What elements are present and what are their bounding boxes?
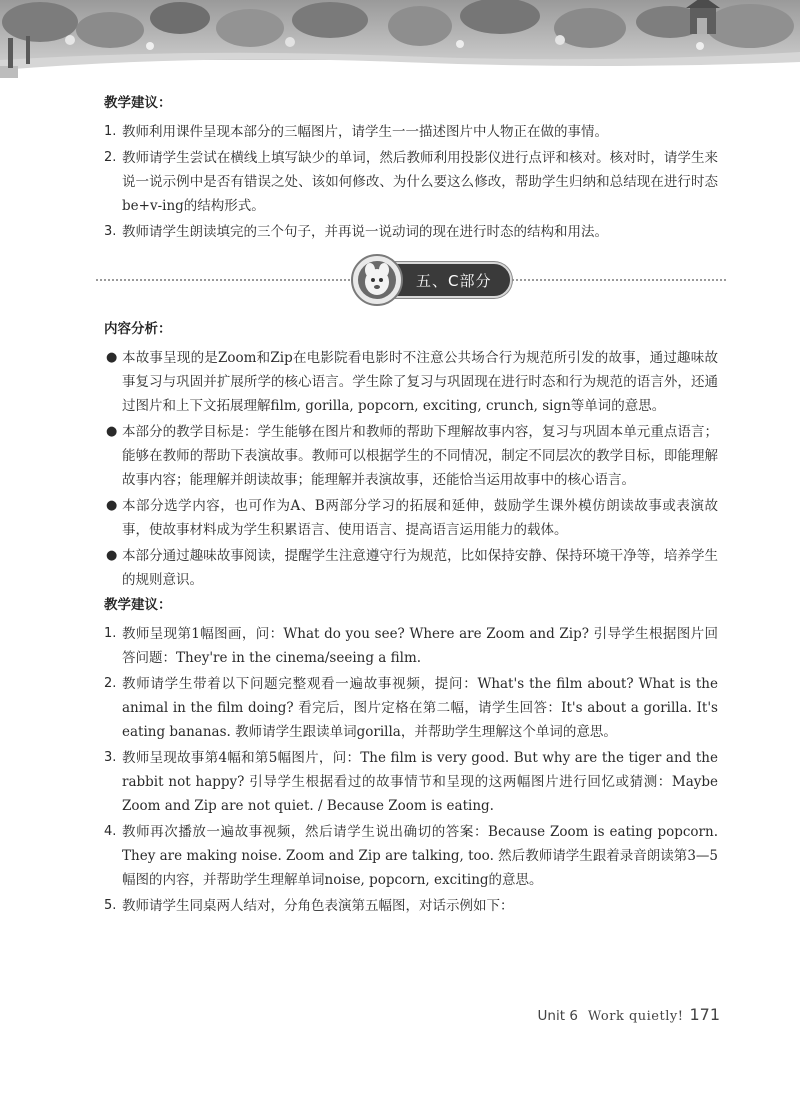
section-divider bbox=[96, 252, 726, 308]
item-number: 4. bbox=[104, 824, 117, 839]
list-item bbox=[104, 544, 718, 592]
teaching-suggestions-heading-1: 教学建议： bbox=[104, 95, 172, 111]
item-text: 教师请学生朗读填完的三个句子，并再说一说动词的现在进行时态的结构和用法。 bbox=[122, 224, 608, 240]
item-number: 2. bbox=[104, 676, 117, 691]
bullet-icon: ● bbox=[106, 498, 118, 513]
list-item bbox=[104, 746, 718, 818]
item-text: 教师请学生带着以下问题完整观看一遍故事视频，提问：What's the film about? What is the animal in the film doing? 看完后，图片定格在第二幅，请学生回答：It's about a gorilla. It's eating bananas. 教师请学生跟读单词gorilla，并帮助学生理解这个单词的意思。 bbox=[122, 676, 718, 740]
item-text: 本部分的教学目标是：学生能够在图片和教师的帮助下理解故事内容，复习与巩固本单元重点语言；能够在教师的帮助下表演故事。教师可以根据学生的不同情况，制定不同层次的教学目标，即能理解故事内容；能理解并朗读故事；能理解并表演故事，还能恰当运用故事中的核心语言。 bbox=[122, 424, 718, 488]
teaching-suggestions-heading-2: 教学建议： bbox=[104, 597, 172, 613]
item-text: 本部分通过趣味故事阅读，提醒学生注意遵守行为规范，比如保持安静、保持环境干净等，培养学生的规则意识。 bbox=[122, 548, 718, 588]
item-text: 教师再次播放一遍故事视频，然后请学生说出确切的答案：Because Zoom is eating popcorn. They are making noise. Zoom and Zip are talking, too. 然后教师请学生跟着录音朗读第3—5幅图的内容，并帮助学生理解单词noise, popcorn, exciting的意思。 bbox=[122, 824, 718, 888]
mascot-badge-icon bbox=[348, 252, 406, 308]
bullet-icon: ● bbox=[106, 548, 118, 563]
list-item bbox=[104, 220, 718, 244]
bullet-icon: ● bbox=[106, 350, 118, 365]
teaching-suggestions-list-1 bbox=[104, 120, 718, 244]
banner-illustration bbox=[0, 0, 800, 78]
item-text: 教师请学生同桌两人结对，分角色表演第五幅图，对话示例如下： bbox=[122, 898, 514, 914]
list-item bbox=[104, 622, 718, 670]
item-text: 教师请学生尝试在横线上填写缺少的单词，然后教师利用投影仪进行点评和核对。核对时，请学生来说一说示例中是否有错误之处、该如何修改、为什么要这么修改，帮助学生归纳和总结现在进行时态be+v-ing的结构形式。 bbox=[122, 150, 718, 214]
item-text: 本部分选学内容，也可作为A、B两部分学习的拓展和延伸，鼓励学生课外模仿朗读故事或表演故事，使故事材料成为学生积累语言、使用语言、提高语言运用能力的载体。 bbox=[122, 498, 718, 538]
teaching-suggestions-list-2 bbox=[104, 622, 718, 918]
item-text: 本故事呈现的是Zoom和Zip在电影院看电影时不注意公共场合行为规范所引发的故事，通过趣味故事复习与巩固并扩展所学的核心语言。学生除了复习与巩固现在进行时态和行为规范的语言外，还通过图片和上下文拓展理解film, gorilla, popcorn, exciting, crunch, sign等单词的意思。 bbox=[122, 350, 718, 414]
page-footer bbox=[0, 1005, 720, 1024]
list-item bbox=[104, 146, 718, 218]
item-number: 2. bbox=[104, 150, 117, 165]
unit-label: Unit 6 bbox=[537, 1008, 578, 1024]
item-number: 1. bbox=[104, 626, 117, 641]
list-item bbox=[104, 894, 718, 918]
content-analysis-heading: 内容分析： bbox=[104, 321, 172, 337]
item-text: 教师呈现故事第4幅和第5幅图片，问：The film is very good. But why are the tiger and the rabbit not happy? 引导学生根据看过的故事情节和呈现的这两幅图片进行回忆或猜测：Maybe Zoom and Zip are not quiet. / Because Zoom is eating. bbox=[122, 750, 718, 814]
list-item bbox=[104, 494, 718, 542]
section-title: 五、C部分 bbox=[416, 272, 492, 290]
page-content bbox=[104, 92, 718, 920]
header-banner bbox=[0, 0, 800, 78]
list-item bbox=[104, 420, 718, 492]
page-number: 171 bbox=[689, 1005, 720, 1024]
list-item bbox=[104, 672, 718, 744]
item-number: 3. bbox=[104, 750, 117, 765]
unit-title: Work quietly! bbox=[587, 1009, 684, 1024]
item-number: 5. bbox=[104, 898, 117, 913]
content-analysis-list bbox=[104, 346, 718, 592]
item-number: 1. bbox=[104, 124, 117, 139]
item-text: 教师呈现第1幅图画，问：What do you see? Where are Zoom and Zip? 引导学生根据图片回答问题：They're in the cinema/seeing a film. bbox=[122, 626, 718, 666]
list-item bbox=[104, 120, 718, 144]
list-item bbox=[104, 346, 718, 418]
item-number: 3. bbox=[104, 224, 117, 239]
bullet-icon: ● bbox=[106, 424, 118, 439]
item-text: 教师利用课件呈现本部分的三幅图片，请学生一一描述图片中人物正在做的事情。 bbox=[122, 124, 608, 140]
list-item bbox=[104, 820, 718, 892]
